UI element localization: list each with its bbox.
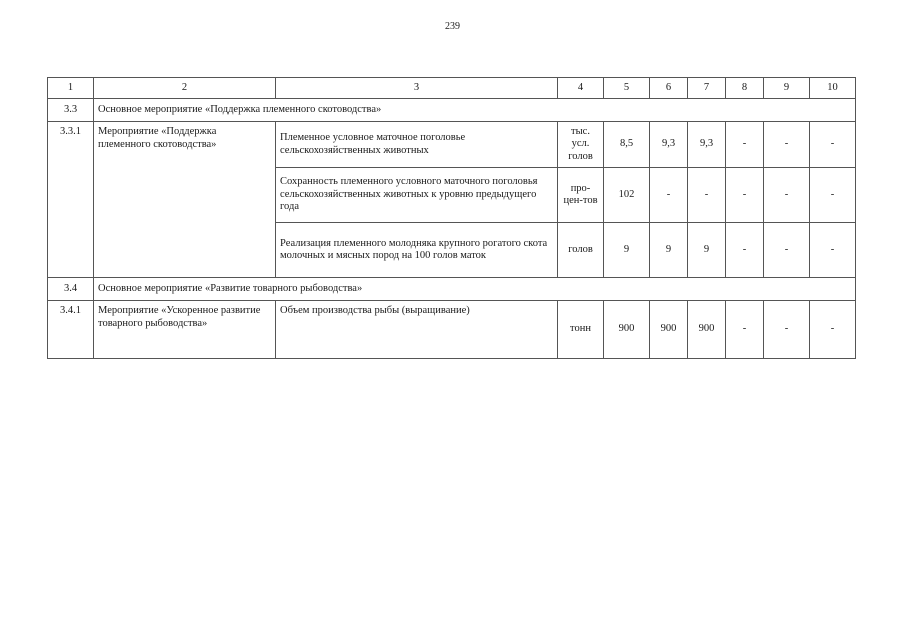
measure-name: Мероприятие «Поддержка племенного скотоводства» (94, 122, 276, 278)
column-header: 4 (558, 78, 604, 99)
measure-number: 3.4.1 (48, 301, 94, 359)
indicator-text: Племенное условное маточное поголовье сельскохозяйственных животных (276, 122, 558, 168)
indicator-value: - (726, 168, 764, 223)
indicator-value: 9,3 (650, 122, 688, 168)
indicator-value: 900 (604, 301, 650, 359)
column-header: 2 (94, 78, 276, 99)
page-number: 239 (445, 21, 460, 32)
indicator-value: 9 (688, 223, 726, 278)
measure-number: 3.3.1 (48, 122, 94, 278)
indicator-value: - (764, 122, 810, 168)
column-header: 7 (688, 78, 726, 99)
indicator-value: 8,5 (604, 122, 650, 168)
section-number: 3.4 (48, 278, 94, 301)
indicator-unit: тонн (558, 301, 604, 359)
indicator-value: - (726, 223, 764, 278)
measure-name: Мероприятие «Ускоренное развитие товарного рыбоводства» (94, 301, 276, 359)
indicator-value: 9,3 (688, 122, 726, 168)
indicator-value: 9 (604, 223, 650, 278)
indicator-value: 900 (688, 301, 726, 359)
indicator-value: 900 (650, 301, 688, 359)
indicator-text: Объем производства рыбы (выращивание) (276, 301, 558, 359)
column-header: 1 (48, 78, 94, 99)
column-header: 9 (764, 78, 810, 99)
column-header: 3 (276, 78, 558, 99)
column-header: 5 (604, 78, 650, 99)
indicator-value: - (688, 168, 726, 223)
column-header: 10 (810, 78, 856, 99)
section-row (48, 278, 856, 301)
indicator-value: - (810, 168, 856, 223)
indicator-value: - (764, 301, 810, 359)
indicator-value: - (810, 223, 856, 278)
indicator-value: - (810, 301, 856, 359)
indicator-value: 9 (650, 223, 688, 278)
column-header: 8 (726, 78, 764, 99)
table-row (48, 122, 856, 168)
indicator-value: - (764, 168, 810, 223)
indicator-value: - (764, 223, 810, 278)
section-number: 3.3 (48, 99, 94, 122)
section-row (48, 99, 856, 122)
section-title: Основное мероприятие «Развитие товарного рыбоводства» (94, 278, 856, 301)
indicators-table (47, 77, 856, 359)
indicator-value: - (650, 168, 688, 223)
indicator-text: Реализация племенного молодняка крупного рогатого скота молочных и мясных пород на 100 голов маток (276, 223, 558, 278)
table-header-row (48, 78, 856, 99)
indicator-value: - (726, 122, 764, 168)
indicator-unit: тыс. усл. голов (558, 122, 604, 168)
column-header: 6 (650, 78, 688, 99)
indicator-unit: голов (558, 223, 604, 278)
table-row (48, 301, 856, 359)
indicator-value: - (810, 122, 856, 168)
indicator-unit: про-цен-тов (558, 168, 604, 223)
indicator-value: 102 (604, 168, 650, 223)
indicator-text: Сохранность племенного условного маточного поголовья сельскохозяйственных животных к уровню предыдущего года (276, 168, 558, 223)
indicator-value: - (726, 301, 764, 359)
section-title: Основное мероприятие «Поддержка племенного скотоводства» (94, 99, 856, 122)
